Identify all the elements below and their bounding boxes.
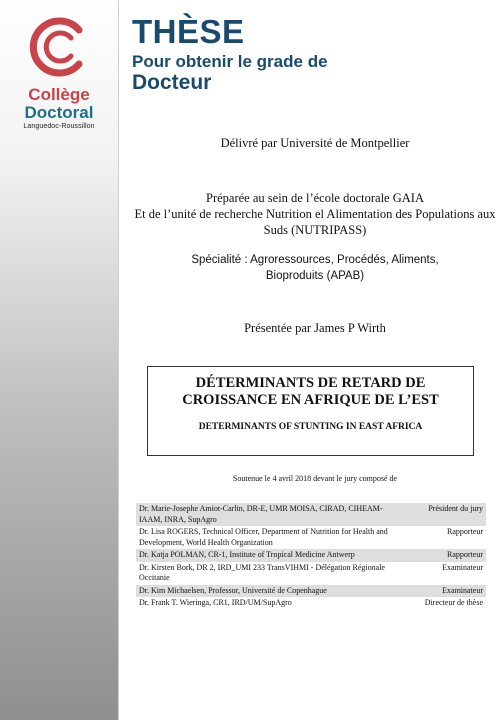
jury-member-name: Dr. Kim Michaelsen, Professor, Université de Copenhague (139, 585, 327, 595)
thesis-title-en: DETERMINANTS OF STUNTING IN EAST AFRICA (198, 422, 423, 432)
thesis-title-box (147, 366, 474, 456)
delivre-text: Délivré par Université de Montpellier (220, 136, 410, 150)
jury-row (136, 562, 486, 585)
jury-member-role: Directeur de thèse (424, 598, 483, 607)
title-block (132, 14, 328, 94)
jury-member-name: Dr. Lisa ROGERS, Technical Officer, Department of Nutrition for Health and Development, World Health Organization (139, 527, 388, 547)
jury-member-role: Examinateur (442, 585, 483, 595)
jury-member-role: Rapporteur (447, 527, 483, 536)
jury-row (136, 549, 486, 562)
jury-row (136, 526, 486, 549)
jury-table (136, 503, 486, 610)
jury-member-name: Dr. Frank T. Wieringa, CR1, IRD/UM/SupAgro (139, 598, 292, 607)
logo-c-icon (24, 12, 94, 82)
jury-member-name: Dr. Kirsten Bork, DR 2, IRD_UMI 233 TransVIHMI - Délégation Régionale Occitanie (139, 562, 385, 582)
jury-member-role: Rapporteur (447, 550, 483, 559)
preparee-block (130, 190, 500, 238)
jury-member-role: Président du jury (428, 504, 483, 513)
thesis-title-fr: DÉTERMINANTS DE RETARD DE CROISSANCE EN AFRIQUE DE L’EST (182, 375, 439, 408)
jury-member-name: Dr. Marie-Josephe Amiot-Carlin, DR-E, UMR MOISA, CIRAD, CIHEAM-IAAM, INRA, SupAgro (139, 504, 383, 524)
preparee-line1: Préparée au sein de l’école doctorale GAIA (206, 191, 424, 205)
jury-member-role: Examinateur (442, 562, 483, 572)
jury-member-name: Dr. Katja POLMAN, CR-1, Institute of Tropical Medicine Antwerp (139, 550, 355, 559)
jury-row (136, 597, 486, 610)
sidebar (0, 0, 119, 720)
presentee-text: Présentée par James P Wirth (244, 321, 386, 335)
logo-doctoral-text: Doctoral (24, 103, 94, 122)
these-title: THÈSE (132, 13, 245, 50)
logo-region-text: Languedoc-Roussillon (23, 123, 95, 130)
soutenue-text: Soutenue le 4 avril 2018 devant le jury composé de (232, 474, 398, 483)
docteur-title: Docteur (132, 71, 212, 94)
college-doctoral-logo (0, 12, 118, 130)
jury-row (136, 585, 486, 598)
preparee-line2: Et de l’unité de recherche Nutrition el Alimentation des Populations aux Suds (NUTRIPASS) (134, 207, 496, 237)
specialite-text: Spécialité : Agroressources, Procédés, Aliments, Bioproduits (APAB) (191, 254, 439, 282)
grade-subtitle: Pour obtenir le grade de (132, 52, 328, 71)
jury-row (136, 503, 486, 526)
logo-college-text: Collège (28, 85, 90, 104)
